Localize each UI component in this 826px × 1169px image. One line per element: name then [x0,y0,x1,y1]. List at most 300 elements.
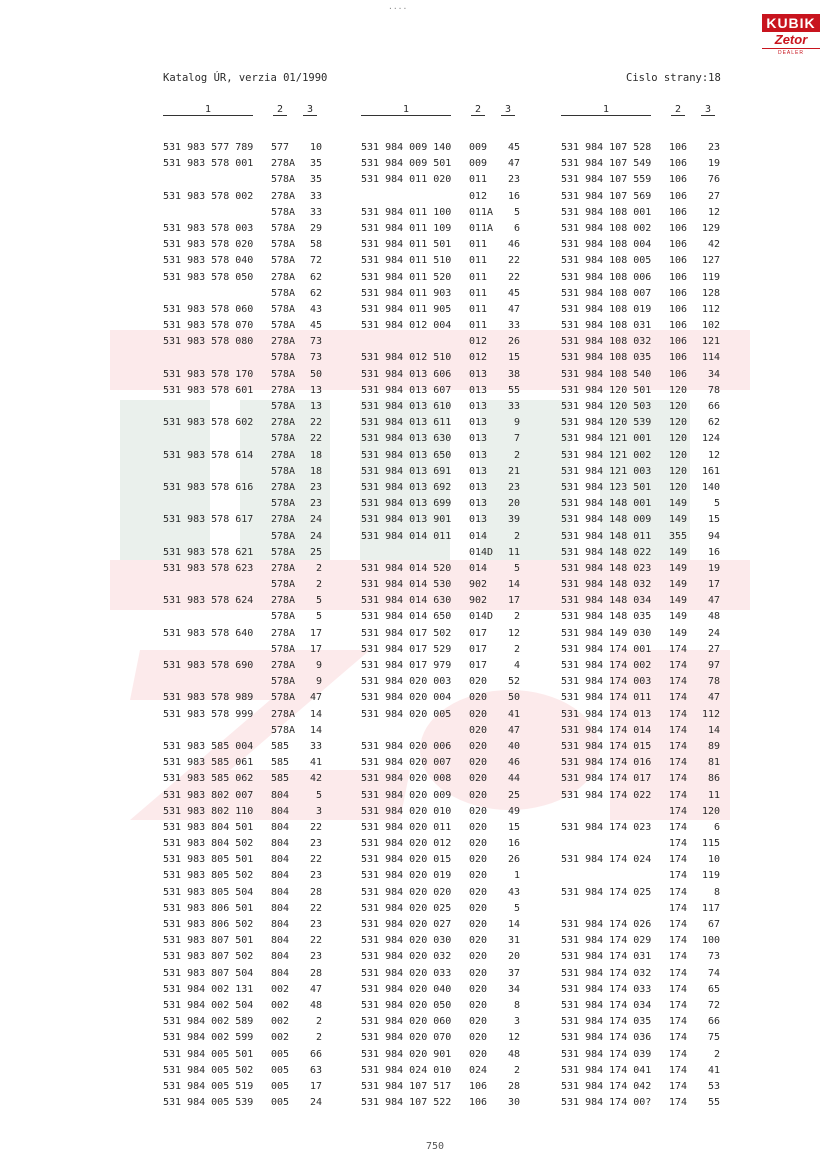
table-row [561,901,731,917]
part-number: 531 984 107 522 [361,1097,452,1109]
group-number: 012 [469,190,488,202]
table-row [561,480,731,496]
position-number: 47 [507,303,520,315]
part-number: 531 984 009 140 [361,142,452,153]
group-number: 804 [271,951,290,963]
table-row [163,998,333,1014]
group-number: 902 [469,579,488,591]
position-number: 9 [513,417,520,429]
position-number: 47 [507,158,520,170]
group-number: 020 [469,951,488,963]
position-number: 14 [707,724,720,736]
table-row [361,561,531,577]
group-number: 585 [271,773,290,785]
position-number: 14 [507,579,520,591]
group-number: 011 [469,303,488,315]
table-row [163,917,333,933]
table-row [163,512,333,528]
position-number: 5 [513,902,520,914]
table-row [361,496,531,512]
group-number: 278A [271,708,296,720]
table-row [361,820,531,836]
table-row [163,836,333,852]
position-number: 52 [507,676,520,688]
group-number: 804 [271,854,290,866]
group-number: 020 [469,757,488,769]
position-number: 3 [513,1016,520,1028]
position-number: 47 [309,983,322,995]
table-row [361,723,531,739]
table-row [361,982,531,998]
part-number: 531 984 024 010 [361,1064,452,1076]
group-number: 149 [669,579,688,591]
table-row [361,1063,531,1079]
position-number: 28 [309,886,322,898]
group-number: 804 [271,902,290,914]
position-number: 41 [707,1064,720,1076]
group-number: 005 [271,1080,290,1092]
group-number: 014 [469,530,488,542]
position-number: 49 [507,805,520,817]
table-row [561,804,731,820]
top-marks: .... [388,2,408,11]
group-number: 804 [271,805,290,817]
position-number: 22 [507,255,520,267]
group-number: 578A [271,433,296,445]
table-row [361,431,531,447]
part-number: 531 983 805 501 [163,854,254,866]
group-number: 278A [271,336,296,348]
group-number: 020 [469,838,488,850]
group-number: 578A [271,546,296,558]
position-number: 34 [507,983,520,995]
table-row [163,172,333,188]
position-number: 72 [707,999,720,1011]
table-row [561,189,731,205]
table-row [163,1095,333,1111]
position-number: 46 [507,239,520,251]
group-number: 174 [669,1097,688,1109]
position-number: 100 [701,935,720,947]
table-row [561,674,731,690]
group-number: 174 [669,757,688,769]
group-number: 149 [669,514,688,526]
position-number: 17 [707,579,720,591]
group-number: 106 [669,158,688,170]
column-header-1: 1 [361,104,451,116]
part-number: 531 983 585 061 [163,757,254,769]
table-row [163,529,333,545]
part-number: 531 983 802 007 [163,789,254,801]
table-row [163,885,333,901]
group-number: 120 [669,449,688,461]
position-number: 75 [707,1032,720,1044]
table-row [163,577,333,593]
part-number: 531 984 174 011 [561,692,652,704]
part-number: 531 984 020 019 [361,870,452,882]
part-number: 531 983 578 640 [163,627,254,639]
table-row [561,577,731,593]
part-number: 531 983 578 060 [163,303,254,315]
group-number: 011A [469,206,494,218]
position-number: 22 [309,902,322,914]
group-number: 174 [669,999,688,1011]
table-row [361,334,531,350]
part-number: 531 984 108 032 [561,336,652,348]
group-number: 355 [669,530,688,542]
part-number: 531 983 578 050 [163,271,254,283]
table-row [561,852,731,868]
table-row [561,253,731,269]
position-number: 30 [507,1097,520,1109]
group-number: 106 [669,142,688,153]
position-number: 22 [309,821,322,833]
part-number: 531 984 174 002 [561,660,652,671]
position-number: 48 [309,999,322,1011]
position-number: 22 [507,271,520,283]
table-row [361,350,531,366]
group-number: 804 [271,821,290,833]
part-number: 531 984 002 599 [163,1032,254,1044]
position-number: 15 [707,514,720,526]
part-number: 531 984 013 692 [361,481,452,493]
group-number: 578A [271,498,296,510]
position-number: 8 [713,886,720,898]
group-number: 174 [669,692,688,704]
part-number: 531 983 578 003 [163,222,254,234]
group-number: 020 [469,999,488,1011]
position-number: 19 [707,562,720,574]
group-number: 106 [669,352,688,364]
group-number: 020 [469,708,488,720]
part-number: 531 984 174 00? [561,1097,652,1109]
table-row [561,464,731,480]
part-number: 531 984 013 611 [361,417,452,429]
part-number: 531 984 149 030 [561,627,652,639]
table-row [163,707,333,723]
group-number: 106 [669,287,688,299]
table-row [561,334,731,350]
part-number: 531 984 174 042 [561,1080,652,1092]
position-number: 23 [309,870,322,882]
table-row [163,383,333,399]
part-number: 531 984 011 510 [361,255,452,267]
group-number: 174 [669,838,688,850]
position-number: 2 [713,1048,720,1060]
group-number: 174 [669,676,688,688]
position-number: 42 [707,239,720,251]
part-number: 531 984 174 032 [561,967,652,979]
table-row [361,901,531,917]
part-number: 531 983 805 502 [163,870,254,882]
position-number: 33 [309,190,322,202]
group-number: 013 [469,433,488,445]
table-row [561,739,731,755]
position-number: 5 [713,498,720,510]
group-number: 804 [271,919,290,930]
table-row [163,221,333,237]
group-number: 017 [469,627,488,639]
position-number: 55 [507,384,520,396]
table-row [163,431,333,447]
group-number: 174 [669,660,688,671]
part-number: 531 983 578 601 [163,384,254,396]
group-number: 011 [469,255,488,267]
group-number: 002 [271,983,290,995]
group-number: 174 [669,805,688,817]
table-row [163,609,333,625]
table-row [561,172,731,188]
position-number: 11 [707,789,720,801]
position-number: 48 [707,611,720,623]
position-number: 74 [707,967,720,979]
part-number: 531 984 174 025 [561,886,652,898]
table-row [361,172,531,188]
position-number: 115 [701,838,720,850]
part-number: 531 984 014 530 [361,579,452,591]
group-number: 578A [271,530,296,542]
table-row [361,690,531,706]
part-number: 531 984 174 017 [561,773,652,785]
table-row [163,156,333,172]
table-row [361,852,531,868]
part-number: 531 984 011 520 [361,271,452,283]
group-number: 020 [469,886,488,898]
part-number: 531 984 174 035 [561,1016,652,1028]
part-number: 531 984 148 001 [561,498,652,510]
table-row [361,1014,531,1030]
part-number: 531 984 017 979 [361,660,452,671]
position-number: 5 [315,611,322,623]
group-number: 106 [669,190,688,202]
position-number: 112 [701,303,720,315]
table-row [361,739,531,755]
table-row [561,512,731,528]
group-number: 106 [669,206,688,218]
position-number: 14 [309,724,322,736]
position-number: 2 [315,1016,322,1028]
group-number: 011 [469,174,488,186]
column-header [163,104,333,122]
table-row [361,804,531,820]
table-row [561,399,731,415]
table-row [163,561,333,577]
group-number: 149 [669,546,688,558]
part-number: 531 984 005 519 [163,1080,254,1092]
part-number: 531 984 174 024 [561,854,652,866]
position-number: 17 [507,595,520,607]
position-number: 24 [309,530,322,542]
group-number: 174 [669,1080,688,1092]
table-row [361,253,531,269]
group-number: 020 [469,919,488,930]
table-row [561,415,731,431]
table-row [361,545,531,561]
position-number: 45 [507,287,520,299]
part-number: 531 983 804 502 [163,838,254,850]
part-number: 531 984 013 610 [361,401,452,412]
table-row [163,901,333,917]
table-row [361,448,531,464]
position-number: 14 [309,708,322,720]
table-row [361,642,531,658]
part-number: 531 984 108 035 [561,352,652,364]
group-number: 578A [271,352,296,364]
table-row [561,690,731,706]
group-number: 578A [271,303,296,315]
table-row [561,270,731,286]
position-number: 23 [309,951,322,963]
group-number: 174 [669,951,688,963]
column-header-3: 3 [701,104,715,116]
position-number: 33 [507,401,520,412]
group-number: 012 [469,352,488,364]
group-number: 020 [469,935,488,947]
part-number: 531 984 020 003 [361,676,452,688]
group-number: 011A [469,222,494,234]
part-number: 531 984 108 001 [561,206,652,218]
position-number: 55 [707,1097,720,1109]
group-number: 011 [469,320,488,332]
position-number: 28 [507,1080,520,1092]
position-number: 23 [507,174,520,186]
group-number: 120 [669,401,688,412]
part-number: 531 983 578 617 [163,514,254,526]
part-number: 531 984 020 009 [361,789,452,801]
group-number: 005 [271,1048,290,1060]
part-number: 531 983 578 999 [163,708,254,720]
group-number: 024 [469,1064,488,1076]
position-number: 128 [701,287,720,299]
position-number: 161 [701,465,720,477]
position-number: 66 [309,1048,322,1060]
position-number: 12 [507,1032,520,1044]
position-number: 5 [513,206,520,218]
position-number: 8 [513,999,520,1011]
part-number: 531 984 013 650 [361,449,452,461]
position-number: 24 [309,514,322,526]
position-number: 20 [507,951,520,963]
part-number: 531 984 013 606 [361,368,452,380]
part-number: 531 984 020 027 [361,919,452,930]
table-row [361,885,531,901]
position-number: 29 [309,222,322,234]
part-number: 531 983 578 690 [163,660,254,671]
table-row [561,885,731,901]
part-number: 531 984 020 901 [361,1048,452,1060]
position-number: 47 [507,724,520,736]
group-number: 020 [469,805,488,817]
group-number: 009 [469,158,488,170]
group-number: 585 [271,757,290,769]
group-number: 149 [669,498,688,510]
part-number: 531 983 578 040 [163,255,254,267]
group-number: 174 [669,919,688,930]
group-number: 902 [469,595,488,607]
group-number: 578A [271,643,296,655]
table-row [361,286,531,302]
position-number: 119 [701,271,720,283]
table-row [361,221,531,237]
part-number: 531 984 120 501 [561,384,652,396]
part-number: 531 984 107 549 [561,158,652,170]
group-number: 013 [469,384,488,396]
group-number: 278A [271,595,296,607]
group-number: 278A [271,449,296,461]
position-number: 78 [707,676,720,688]
part-number: 531 984 020 070 [361,1032,452,1044]
table-row [561,966,731,982]
part-number: 531 984 014 011 [361,530,452,542]
group-number: 120 [669,417,688,429]
position-number: 78 [707,384,720,396]
position-number: 5 [513,562,520,574]
part-number: 531 983 807 502 [163,951,254,963]
table-row [163,448,333,464]
table-row [561,933,731,949]
part-number: 531 984 012 510 [361,352,452,364]
table-row [163,674,333,690]
position-number: 72 [309,255,322,267]
part-number: 531 984 148 034 [561,595,652,607]
table-row [163,496,333,512]
group-number: 017 [469,660,488,671]
group-number: 174 [669,870,688,882]
part-number: 531 984 002 589 [163,1016,254,1028]
table-row [561,561,731,577]
group-number: 578A [271,222,296,234]
group-number: 578A [271,368,296,380]
position-number: 22 [309,417,322,429]
table-row [163,690,333,706]
table-row [561,318,731,334]
part-number: 531 983 806 502 [163,919,254,930]
position-number: 13 [309,401,322,412]
group-number: 804 [271,967,290,979]
part-number: 531 983 578 621 [163,546,254,558]
part-number: 531 984 005 539 [163,1097,254,1109]
position-number: 62 [707,417,720,429]
position-number: 41 [507,708,520,720]
part-number: 531 984 107 528 [561,142,652,153]
group-number: 278A [271,417,296,429]
part-number: 531 984 020 015 [361,854,452,866]
position-number: 2 [513,643,520,655]
position-number: 20 [507,498,520,510]
part-number: 531 984 011 020 [361,174,452,186]
part-number: 531 984 174 022 [561,789,652,801]
group-number: 020 [469,676,488,688]
group-number: 174 [669,724,688,736]
table-row [163,868,333,884]
table-row [163,318,333,334]
position-number: 2 [513,530,520,542]
group-number: 578A [271,676,296,688]
group-number: 020 [469,724,488,736]
group-number: 106 [469,1097,488,1109]
position-number: 43 [309,303,322,315]
table-row [561,982,731,998]
part-number: 531 984 174 014 [561,724,652,736]
position-number: 43 [507,886,520,898]
position-number: 16 [707,546,720,558]
logo-zetor-text: Zetor [774,32,808,47]
part-number: 531 984 174 031 [561,951,652,963]
position-number: 73 [707,951,720,963]
part-number: 531 983 807 501 [163,935,254,947]
table-row [561,286,731,302]
group-number: 012 [469,336,488,348]
